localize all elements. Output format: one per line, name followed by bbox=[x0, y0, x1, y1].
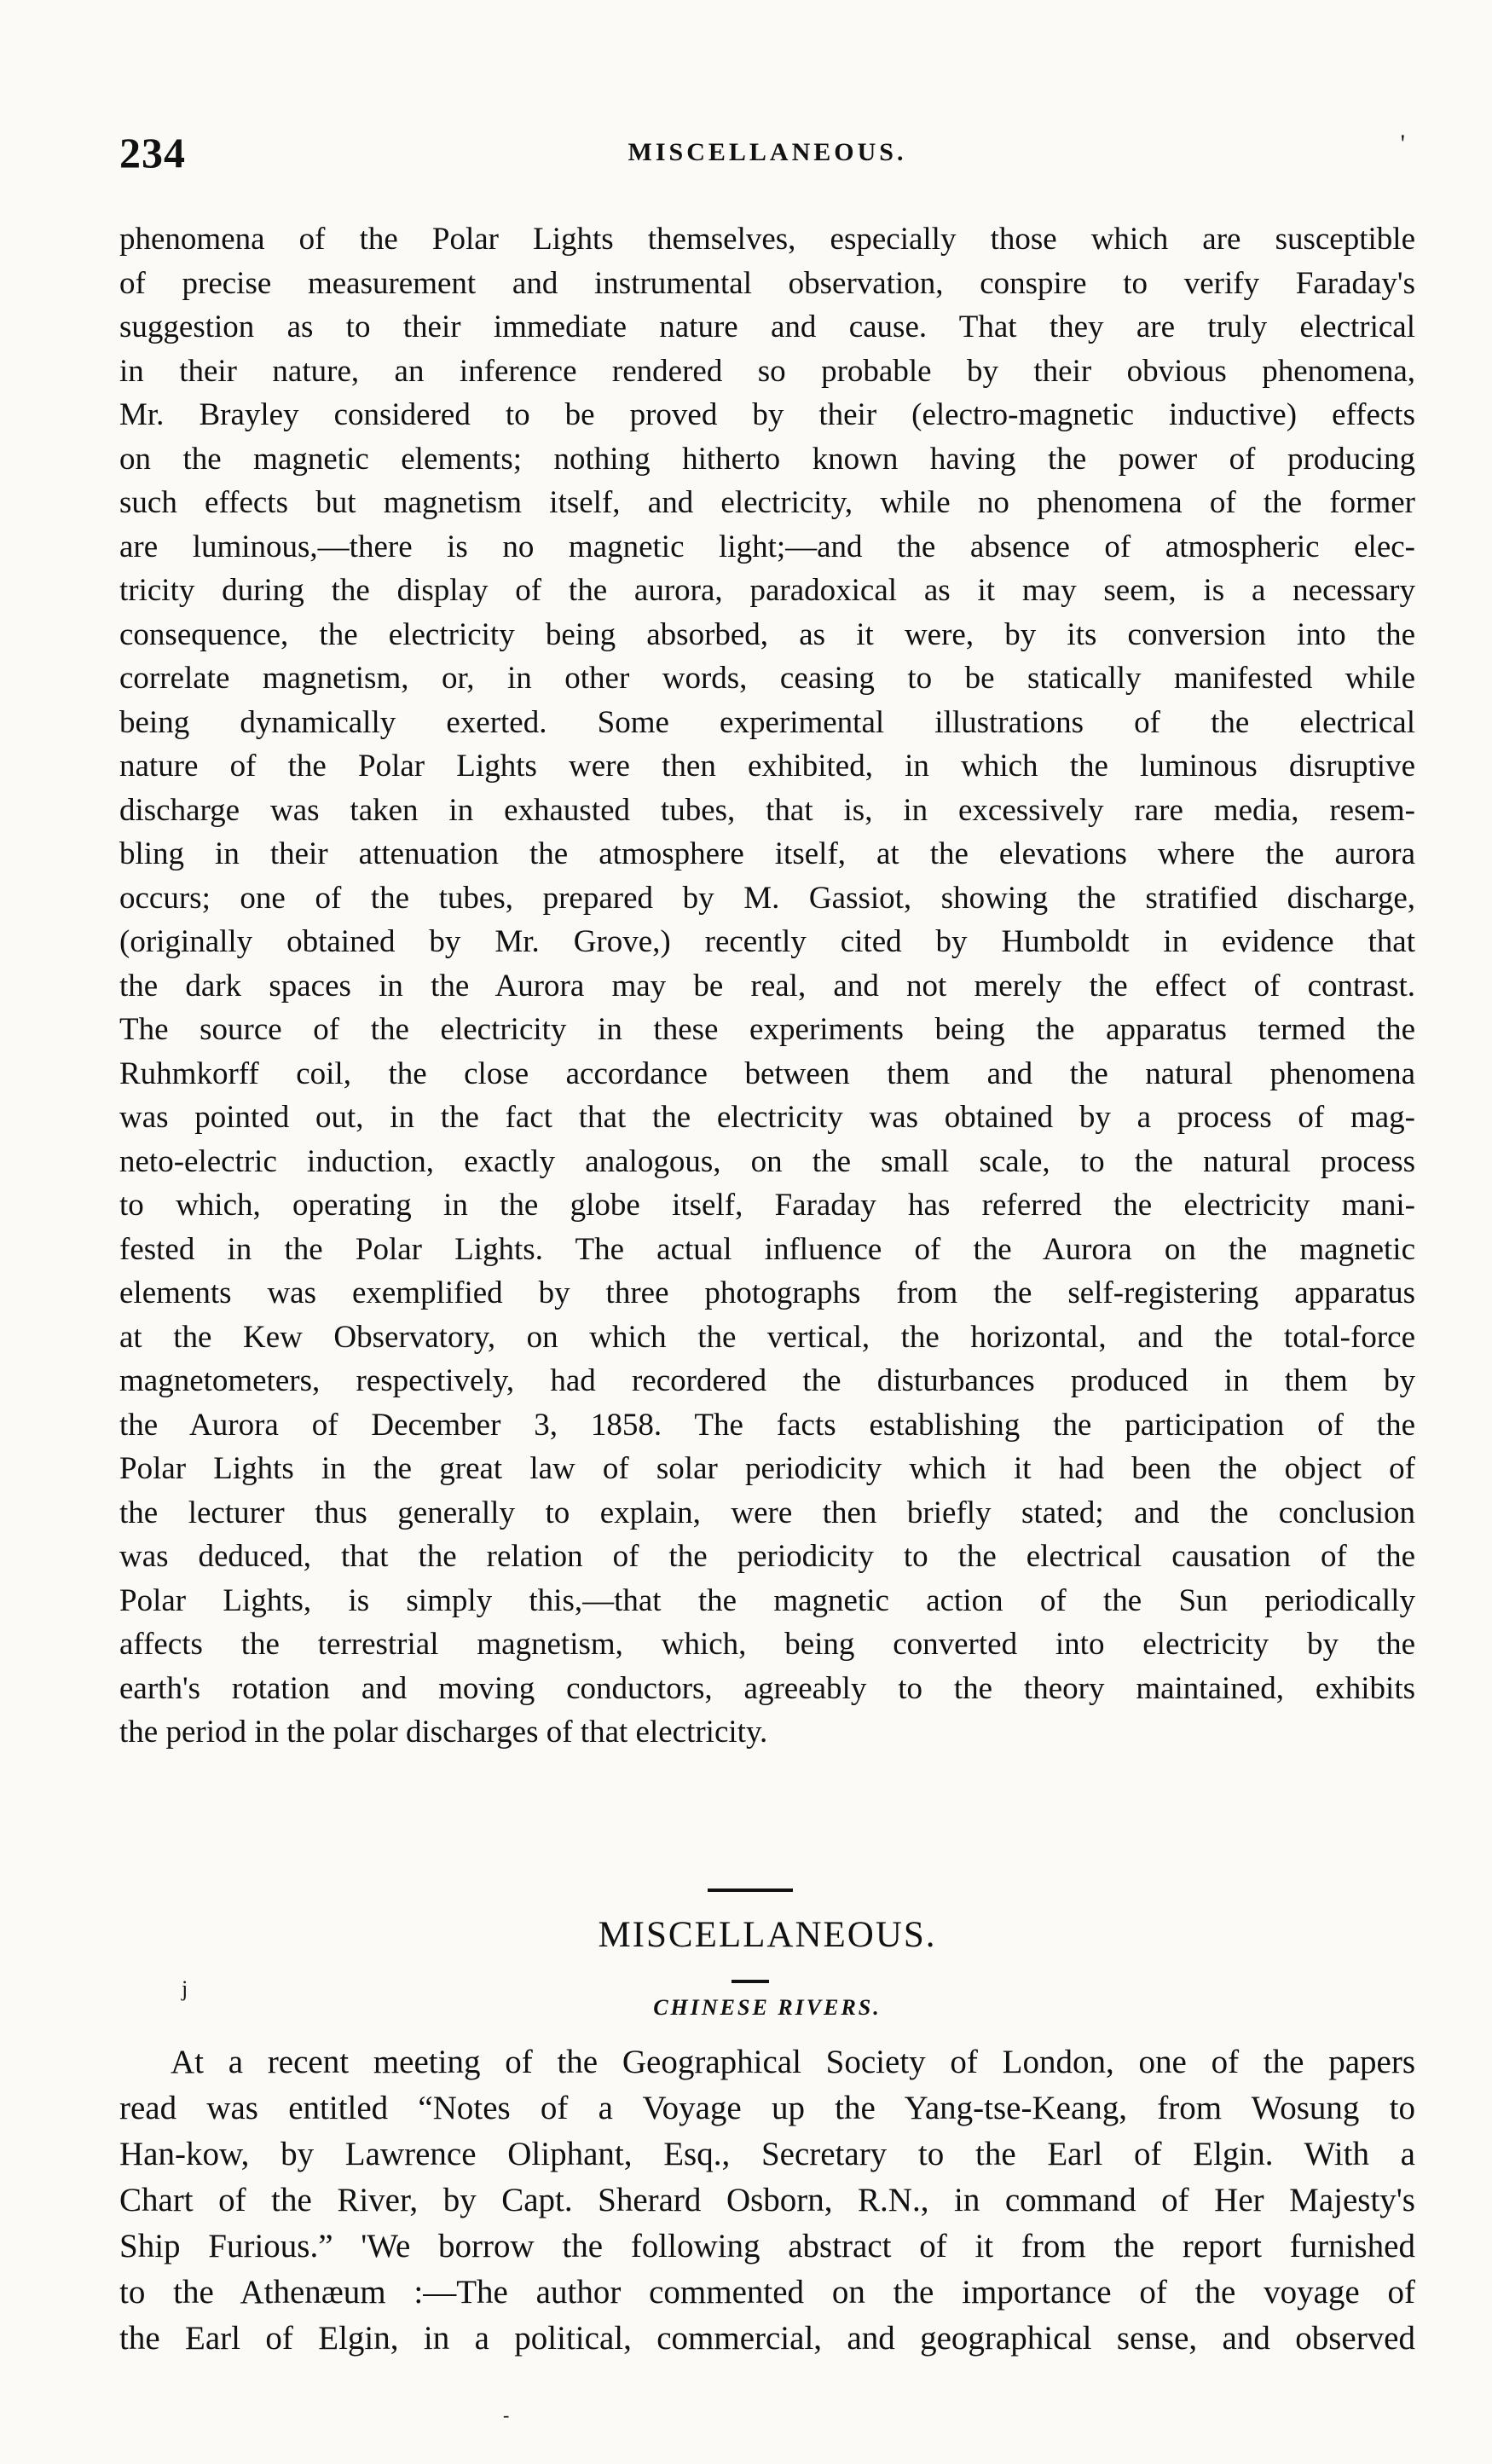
text-line: (originally obtained by Mr. Grove,) recently cited by Humboldt in evidence that bbox=[119, 924, 1415, 959]
text-line: the lecturer thus generally to explain, were then briefly stated; and the conclusion bbox=[119, 1495, 1415, 1530]
text-line: At a recent meeting of the Geographical Society of London, one of the papers bbox=[171, 2044, 1415, 2080]
text-line: Ship Furious.” 'We borrow the following abstract of it from the report furnished bbox=[119, 2228, 1415, 2264]
short-divider-rule bbox=[732, 1980, 769, 1983]
text-line: discharge was taken in exhausted tubes, that is, in excessively rare media, resem- bbox=[119, 792, 1415, 828]
text-line: occurs; one of the tubes, prepared by M. Gassiot, showing the stratified discharge, bbox=[119, 880, 1415, 916]
text-line: on the magnetic elements; nothing hitherto known having the power of producing bbox=[119, 441, 1415, 477]
running-head bbox=[119, 128, 1415, 179]
section-divider-rule bbox=[708, 1888, 793, 1892]
text-line: fested in the Polar Lights. The actual influence of the Aurora on the magnetic bbox=[119, 1231, 1415, 1267]
text-line: the dark spaces in the Aurora may be real, and not merely the effect of contrast. bbox=[119, 968, 1415, 1004]
text-line: neto-electric induction, exactly analogous, on the small scale, to the natural process bbox=[119, 1143, 1415, 1179]
text-line: such effects but magnetism itself, and electricity, while no phenomena of the former bbox=[119, 485, 1415, 520]
text-line: are luminous,—there is no magnetic light;—and the absence of atmospheric elec- bbox=[119, 529, 1415, 564]
article-subheading: CHINESE RIVERS. bbox=[653, 1995, 882, 2020]
text-line: the Aurora of December 3, 1858. The facts establishing the participation of the bbox=[119, 1407, 1415, 1443]
text-line: suggestion as to their immediate nature and cause. That they are truly electrical bbox=[119, 309, 1415, 344]
text-line: Polar Lights, is simply this,—that the magnetic action of the Sun periodically bbox=[119, 1582, 1415, 1618]
text-line: Han-kow, by Lawrence Oliphant, Esq., Secretary to the Earl of Elgin. With a bbox=[119, 2136, 1415, 2172]
text-line: elements was exemplified by three photographs from the self-registering apparatus bbox=[119, 1275, 1415, 1310]
text-line: bling in their attenuation the atmosphere itself, at the elevations where the aurora bbox=[119, 836, 1415, 871]
text-line: was deduced, that the relation of the periodicity to the electrical causation of the bbox=[119, 1539, 1415, 1574]
stray-mark: - bbox=[503, 2404, 510, 2426]
text-line: of precise measurement and instrumental observation, conspire to verify Faraday's bbox=[119, 265, 1415, 301]
text-line: to which, operating in the globe itself, Faraday has referred the electricity mani- bbox=[119, 1188, 1415, 1223]
text-line: Ruhmkorff coil, the close accordance between them and the natural phenomena bbox=[119, 1056, 1415, 1091]
text-line: Chart of the River, by Capt. Sherard Osborn, R.N., in command of Her Majesty's bbox=[119, 2182, 1415, 2218]
text-line: The source of the electricity in these experiments being the apparatus termed the bbox=[119, 1012, 1415, 1047]
text-line: in their nature, an inference rendered so probable by their obvious phenomena, bbox=[119, 353, 1415, 389]
text-line: earth's rotation and moving conductors, agreeably to the theory maintained, exhibits bbox=[119, 1670, 1415, 1706]
text-line: was pointed out, in the fact that the electricity was obtained by a process of mag- bbox=[119, 1100, 1415, 1135]
text-line: correlate magnetism, or, in other words, ceasing to be statically manifested while bbox=[119, 661, 1415, 696]
article-chinese-rivers bbox=[119, 2039, 1415, 2362]
text-line: magnetometers, respectively, had recordered the disturbances produced in them by bbox=[119, 1363, 1415, 1398]
text-line: Polar Lights in the great law of solar periodicity which it had been the object of bbox=[119, 1451, 1415, 1486]
article-continued bbox=[119, 217, 1415, 1755]
text-line: affects the terrestrial magnetism, which, being converted into electricity by the bbox=[119, 1627, 1415, 1662]
text-line: read was entitled “Notes of a Voyage up the Yang-tse-Keang, from Wosung to bbox=[119, 2090, 1415, 2126]
text-line: consequence, the electricity being absorbed, as it were, by its conversion into the bbox=[119, 616, 1415, 652]
text-line: the Earl of Elgin, in a political, commercial, and geographical sense, and observed bbox=[119, 2320, 1415, 2357]
text-line: the period in the polar discharges of that electricity. bbox=[119, 1715, 768, 1750]
text-line: Mr. Brayley considered to be proved by their (electro-magnetic inductive) effects bbox=[119, 397, 1415, 432]
text-line: at the Kew Observatory, on which the vertical, the horizontal, and the total-force bbox=[119, 1319, 1415, 1355]
stray-mark: ' bbox=[1400, 130, 1405, 158]
section-heading: MISCELLANEOUS. bbox=[598, 1915, 937, 1955]
stray-mark: j bbox=[182, 1976, 188, 2001]
text-line: to the Athenæum :—The author commented on the importance of the voyage of bbox=[119, 2274, 1415, 2311]
text-line: being dynamically exerted. Some experimental illustrations of the electrical bbox=[119, 704, 1415, 740]
page-number: 234 bbox=[119, 129, 186, 176]
text-line: tricity during the display of the aurora, paradoxical as it may seem, is a necessary bbox=[119, 573, 1415, 608]
text-line: phenomena of the Polar Lights themselves, especially those which are susceptible bbox=[119, 222, 1415, 257]
text-line: nature of the Polar Lights were then exhibited, in which the luminous disruptive bbox=[119, 749, 1415, 784]
running-title: MISCELLANEOUS. bbox=[627, 138, 907, 166]
